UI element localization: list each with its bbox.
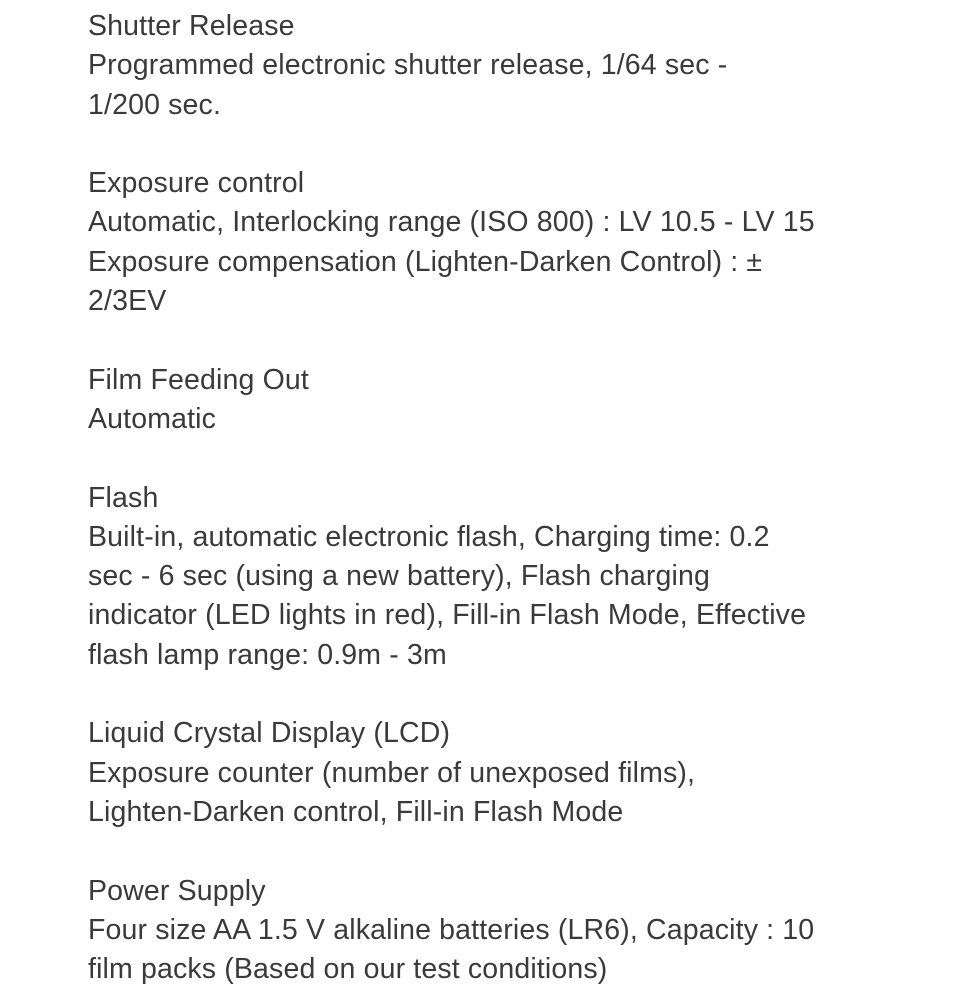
- spec-section-film-feeding-out: [88, 361, 888, 440]
- spec-section-lcd: [88, 714, 888, 832]
- spec-heading: Shutter Release: [88, 10, 295, 42]
- spec-text-line: Automatic, Interlocking range (ISO 800) : LV 10.5 - LV 15: [88, 206, 815, 239]
- spec-text-line: film packs (Based on our test conditions): [88, 953, 608, 986]
- spec-text-line: Programmed electronic shutter release, 1/64 sec -: [88, 49, 728, 82]
- spec-text-line: 1/200 sec.: [88, 88, 222, 121]
- spec-heading: Liquid Crystal Display (LCD): [88, 717, 451, 750]
- spec-heading: Power Supply: [88, 874, 266, 907]
- spec-section-shutter-release: [88, 7, 888, 125]
- spec-text-line: Exposure compensation (Lighten-Darken Control) : ±: [88, 245, 763, 278]
- spec-section-power-supply: [88, 872, 888, 990]
- spec-text-line: sec - 6 sec (using a new battery), Flash charging: [88, 560, 710, 593]
- spec-text-line: Lighten-Darken control, Fill-in Flash Mode: [88, 795, 624, 828]
- spec-text-line: Built-in, automatic electronic flash, Charging time: 0.2: [88, 520, 770, 553]
- spec-text-line: flash lamp range: 0.9m - 3m: [88, 638, 447, 671]
- spec-text-line: 2/3EV: [88, 285, 167, 318]
- spec-document: [88, 7, 888, 989]
- spec-text-line: Automatic: [88, 402, 217, 435]
- spec-section-exposure-control: [88, 164, 888, 321]
- spec-heading: Film Feeding Out: [88, 363, 309, 396]
- spec-text-line: Exposure counter (number of unexposed films),: [88, 756, 696, 789]
- spec-text-line: Four size AA 1.5 V alkaline batteries (LR6), Capacity : 10: [88, 913, 815, 946]
- spec-section-flash: [88, 479, 888, 675]
- spec-heading: Exposure control: [88, 167, 305, 200]
- spec-text-line: indicator (LED lights in red), Fill-in Flash Mode, Effective: [88, 599, 807, 632]
- spec-heading: Flash: [88, 481, 159, 514]
